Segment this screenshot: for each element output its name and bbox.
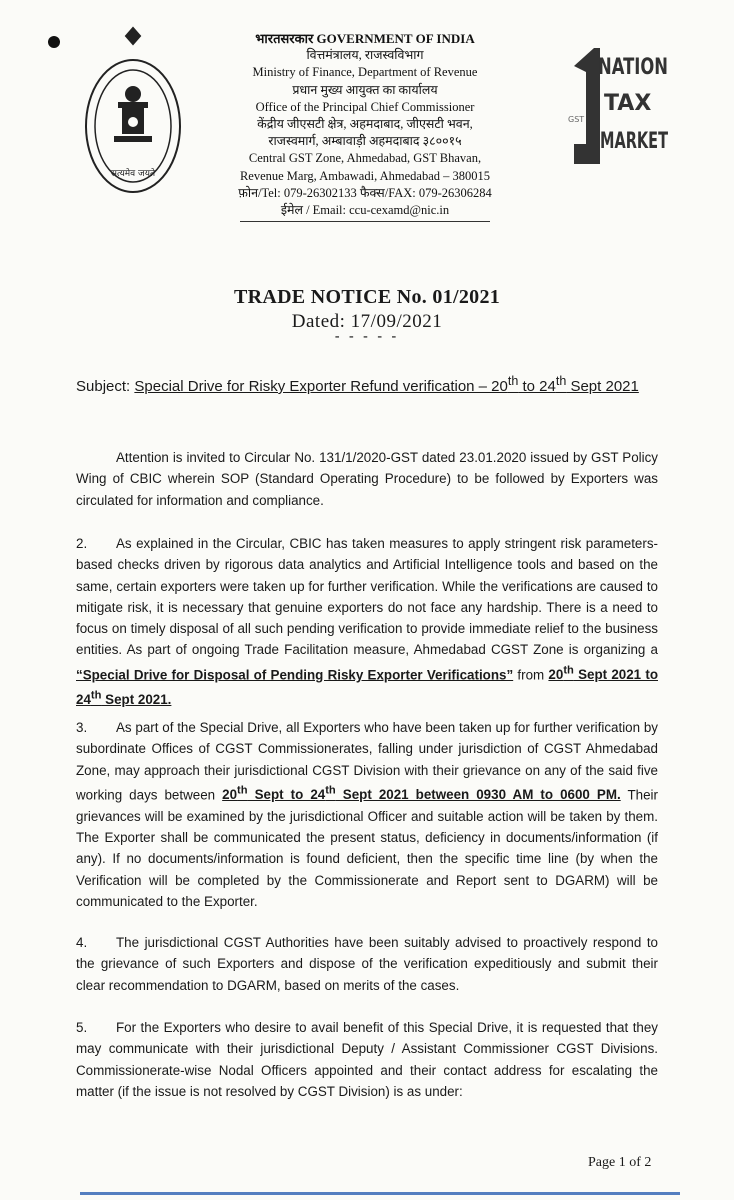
ministry-english: Ministry of Finance, Department of Revenue — [252, 65, 478, 80]
special-drive-dates: 20th Sept 2021 to 24th Sept 2021. — [76, 664, 658, 708]
nation-tax-market-logo — [560, 46, 670, 166]
paragraph-4 — [76, 932, 658, 996]
logo-line-tax: TAX — [604, 91, 652, 116]
letterhead — [230, 30, 500, 222]
office-english: Office of the Principal Chief Commissioner — [255, 99, 475, 114]
address-hindi-1: केंद्रीय जीएसटी क्षेत्र, अहमदाबाद, जीएसटी भवन, — [257, 117, 473, 132]
paragraph-2-body: As explained in the Circular, CBIC has taken measures to apply stringent risk parameters-based checks driven by rigorous data analytics and Artificial Intelligence tools and based on the same, certain exporters were taken up for further verification. While the verifications are caused to mitigate risk, it is necessary that genuine exporters do not face any hardship. There is a need to focus on timely disposal of all such pending verification to provide immediate relief to the business entities. As part of ongoing Trade Facilitation measure, Ahmedabad CGST Zone is organizing a — [76, 536, 658, 658]
title-separator: - - - - - — [334, 329, 400, 344]
paragraph-3 — [76, 717, 658, 912]
office-hindi: प्रधान मुख्य आयुक्त का कार्यालय — [292, 82, 438, 97]
logo-line-nation: NATION — [598, 55, 668, 80]
subject-label: Subject: — [76, 378, 131, 395]
govt-hindi: भारतसरकार — [255, 31, 314, 46]
paragraph-4-body: The jurisdictional CGST Authorities have been suitably advised to proactively respond to the grievance of such Exporters and dispose of the verification expeditiously and submit their clear recommendation to DGARM, based on merits of the cases. — [76, 935, 658, 993]
govt-english: GOVERNMENT OF INDIA — [316, 31, 475, 46]
address-hindi-2: राजस्वमार्ग, अम्बावाड़ी अहमदाबाद ३८००१५ — [268, 134, 462, 149]
government-title — [230, 30, 500, 47]
bottom-border-line — [80, 1192, 680, 1195]
paragraph-3-body: As part of the Special Drive, all Exporters who have been taken up for further verification by subordinate Offices of CGST Commissionerates, falling under jurisdiction of CGST Ahmedabad Zone, may approach their jurisdictional CGST Division with their grievance on any of the said five working days between — [76, 720, 658, 803]
paragraph-2-number: 2. — [76, 536, 88, 551]
paragraph-4-number: 4. — [76, 935, 88, 950]
paragraph-1: Attention is invited to Circular No. 131/1/2020-GST dated 23.01.2020 issued by GST Policy Wing of CBIC wherein SOP (Standard Operating Procedure) to be followed by Exporters was circulated for information and compliance. — [76, 450, 658, 508]
paragraph-5-number: 5. — [76, 1020, 88, 1035]
grievance-window: 20th Sept to 24th Sept 2021 between 0930 AM to 0600 PM. — [222, 784, 621, 803]
ministry-hindi: वित्तमंत्रालय, राजस्वविभाग — [306, 48, 424, 63]
cbic-emblem — [80, 26, 186, 198]
tel-fax: फ़ोन/Tel: 079-26302133 फैक्स/FAX: 079-26306284 — [238, 185, 492, 200]
email: ईमेल / Email: ccu-cexamd@nic.in — [280, 203, 450, 218]
punch-hole-mark — [48, 36, 60, 48]
subject-line — [76, 370, 666, 398]
paragraph-3-body-cont: Their grievances will be examined by the jurisdictional Officer and suitable action will be taken by them. The Exporter shall be communicated the present status, deficiency in documents/information (if any). If no documents/information is found deficient, then the specific time line (by when the Verification will be completed by the Commissionerate and Report sent to DGARM) will be communicated to the Exporter. — [76, 787, 658, 909]
paragraph-3-number: 3. — [76, 720, 88, 735]
page-number: Page 1 of 2 — [588, 1155, 652, 1170]
notice-title: TRADE NOTICE No. 01/2021 — [233, 286, 501, 308]
emblem-motto: सत्यमेव जयते — [110, 169, 156, 179]
special-drive-name: “Special Drive for Disposal of Pending Risky Exporter Verifications” — [76, 667, 514, 683]
address-english-2: Revenue Marg, Ambawadi, Ahmedabad – 380015 — [239, 168, 491, 183]
paragraph-5 — [76, 1017, 658, 1102]
logo-line-market: MARKET — [600, 129, 668, 154]
subject-text: Special Drive for Risky Exporter Refund verification – 20th to 24th Sept 2021 — [134, 374, 639, 395]
header-divider — [240, 221, 490, 222]
logo-small-text: GST — [568, 115, 585, 124]
notice-heading — [0, 286, 734, 345]
paragraph-5-body: For the Exporters who desire to avail benefit of this Special Drive, it is requested that they may communicate with their jurisdictional Deputy / Assistant Commissioner CGST Divisions. Commissionerate-wise Nodal Officers appointed and their contact address for escalating the matter (if the issue is not resolved by CGST Division) is as under: — [76, 1020, 658, 1099]
address-english-1: Central GST Zone, Ahmedabad, GST Bhavan, — [248, 151, 482, 166]
notice-date: Dated: 17/09/2021 — [291, 311, 443, 332]
paragraph-2: 2. As explained in the Circular, CBIC has taken measures to apply stringent risk parameters-based checks driven by rigorous data analytics and Artificial Intelligence tools and based on the same, certain exporters were taken up for further verification. While the verifications are caused to mitigate risk, it is necessary that genuine exporters do not face any hardship. There is a need to focus on timely disposal of all such pending verification to provide immediate relief to the business entities. As part of ongoing Trade Facilitation measure, Ahmedabad CGST Zone is organizing a “Special Drive for Disposal of Pending Risky Exporter Verifications” from 20th Sept 2021 to 24th Sept 2021. — [76, 533, 658, 710]
